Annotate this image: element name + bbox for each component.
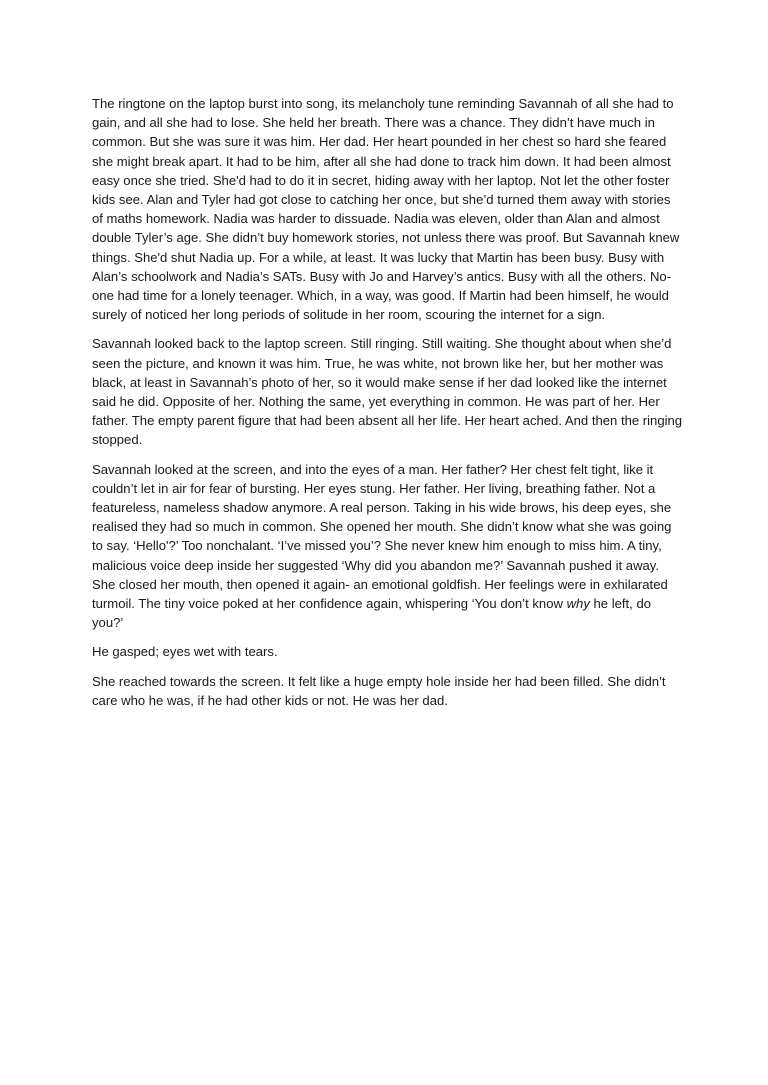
paragraph-3-end: he left, do you?’	[92, 596, 652, 631]
paragraph-1: The ringtone on the laptop burst into song, its melancholy tune reminding Savannah of all she had to gain, and all she had to lose. She held her breath. There was a chance. They didn’t have much in common. But she was sure it was him. Her dad. Her heart pounded in her chest so hard she feared she might break apart. It had to be him, after all she had done to track him down. It had been almost easy once she tried. She'd had to do it in secret, hiding away with her laptop. Not let the other foster kids see. Alan and Tyler had got close to catching her once, but she’d turned them away with stories of maths homework. Nadia was harder to dissuade. Nadia was eleven, older than Alan and almost double Tyler’s age. She didn’t buy homework stories, not unless there was proof. But Savannah knew things. She'd shut Nadia up. For a while, at least. It was lucky that Martin has been busy. Busy with Alan’s schoolwork and Nadia’s SATs. Busy with Jo and Harvey’s antics. Busy with all the others. No-one had time for a lonely teenager. Which, in a way, was good. If Martin had been himself, he would surely of noticed her long periods of solitude in her room, scouring the internet for a sign.	[92, 96, 680, 323]
paragraph-3	[92, 460, 684, 633]
paragraph-2: Savannah looked back to the laptop screen. Still ringing. Still waiting. She thought about when she’d seen the picture, and known it was him. True, he was white, not brown like her, but her mother was black, at least in Savannah’s photo of her, so it would make sense if her dad looked like the internet said he did. Opposite of her. Nothing the same, yet everything in common. He was part of her. Her father. The empty parent figure that had been absent all her life. Her heart ached. And then the ringing stopped.	[92, 336, 683, 448]
paragraph-3-text: Savannah looked at the screen, and into the eyes of a man. Her father? Her chest felt tight, like it couldn’t let in air for fear of bursting. Her eyes stung. Her father. Her living, breathing father. Not a featureless, nameless shadow anymore. A real person. Taking in his wide brows, his deep eyes, she realised they had so much in common. She opened her mouth. She didn’t know what she was going to say. ‘Hello'?’ Too nonchalant. ‘I’ve missed you’? She never knew him enough to miss him. A tiny, malicious voice deep inside her suggested ‘Why did you abandon me?’ Savannah pushed it away. She closed her mouth, then opened it again- an emotional goldfish. Her feelings were in exhilarated turmoil. The tiny voice poked at her confidence again, whispering ‘You don’t know	[92, 461, 672, 612]
story-text	[92, 94, 684, 720]
paragraph-4: He gasped; eyes wet with tears.	[92, 644, 278, 660]
paragraph-5: She reached towards the screen. It felt like a huge empty hole inside her had been filled. She didn’t care who he was, if he had other kids or not. He was her dad.	[92, 673, 666, 708]
emphasis-why: why	[566, 596, 590, 612]
